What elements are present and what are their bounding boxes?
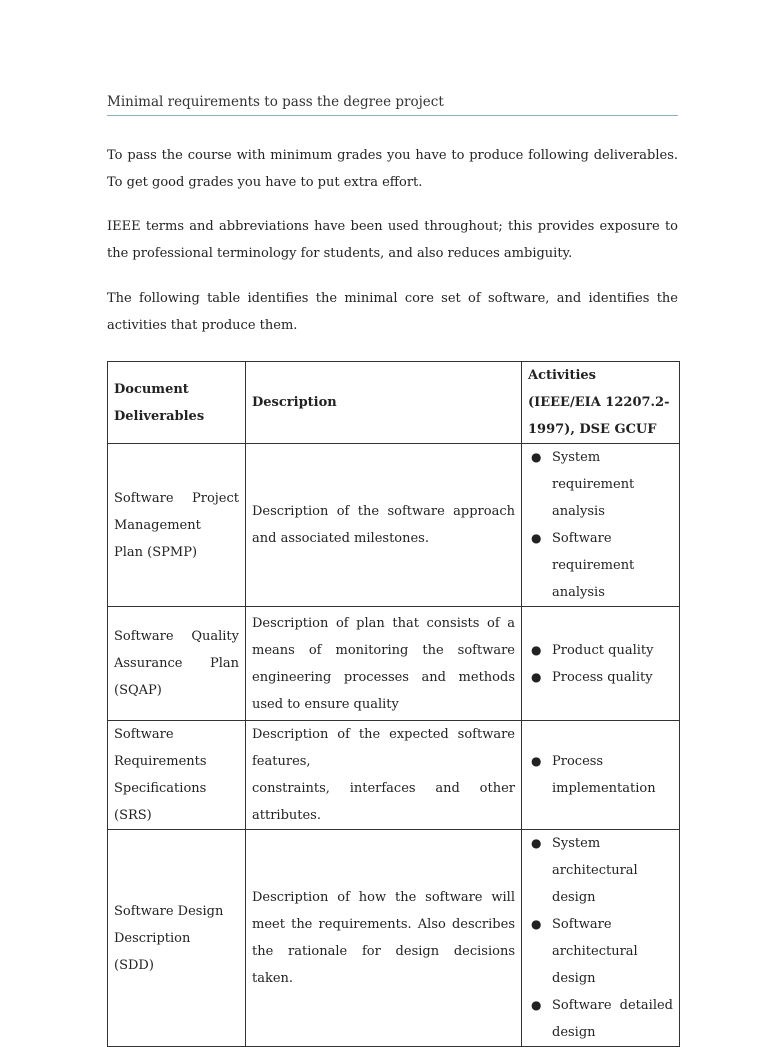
list-item [528, 748, 673, 802]
activities-list [528, 748, 673, 802]
description-cell [246, 607, 522, 721]
table-row [108, 607, 680, 721]
description-cell [246, 830, 522, 1047]
deliverable-name-line: Software [114, 727, 174, 742]
description-cell [246, 721, 522, 830]
bullet-icon: ● [531, 450, 542, 464]
list-item [528, 525, 673, 606]
bullet-icon: ● [531, 669, 542, 684]
activity-text: Process quality [552, 669, 653, 685]
header-activities-line: Activities [528, 368, 596, 383]
table-row [108, 721, 680, 830]
deliverable-name-line: Software Project Management [114, 490, 239, 533]
activities-cell [522, 444, 680, 607]
paragraph-table-intro: The following table identifies the minimal core set of software, and identifies the activities that produce them. [107, 291, 678, 333]
bullet-icon: ● [531, 836, 542, 850]
table-header-row [108, 362, 680, 444]
activity-text: System requirement analysis [552, 450, 635, 519]
activities-cell [522, 721, 680, 830]
deliverable-name-line: Description [114, 930, 191, 946]
header-activities [522, 362, 680, 444]
section-heading: Minimal requirements to pass the degree project [107, 93, 678, 116]
activity-text: System architectural design [552, 836, 638, 905]
description-text: Description of the expected software features, [252, 727, 515, 769]
table-row [108, 444, 680, 607]
description-text: Description of how the software will meet the requirements. Also describes the rationale for design decisions taken. [252, 890, 515, 986]
bullet-icon: ● [531, 642, 542, 657]
header-activities-standard: (IEEE/EIA 12207.2-1997), DSE GCUF [528, 395, 670, 437]
list-item [528, 664, 673, 691]
deliverable-name-line: Software Quality Assurance Plan (SQAP) [114, 629, 239, 698]
activity-text: Software requirement analysis [552, 531, 635, 600]
bullet-icon: ● [531, 531, 542, 545]
activities-list [528, 637, 673, 691]
list-item [528, 992, 673, 1046]
bullet-icon: ● [531, 917, 542, 931]
deliverable-name-line: Plan (SPMP) [114, 544, 198, 560]
deliverables-table [107, 361, 680, 1047]
paragraph-deliverables-intro: To pass the course with minimum grades you have to produce following deliverables. To get good grades you have to put extra effort. [107, 148, 678, 190]
activity-text: Product quality [552, 642, 654, 658]
header-deliverables-line: Deliverables [114, 408, 205, 424]
description-cell [246, 444, 522, 607]
activities-cell [522, 607, 680, 721]
activities-list [528, 444, 673, 606]
deliverable-name-line: Requirements [114, 754, 207, 769]
deliverable-name-line: Specifications [114, 781, 207, 796]
header-description: Description [246, 362, 522, 444]
table-row [108, 830, 680, 1047]
activities-list [528, 830, 673, 1046]
bullet-icon: ● [531, 998, 542, 1012]
deliverable-name-line: (SRS) [114, 808, 152, 823]
description-text: Description of the software approach and associated milestones. [252, 504, 515, 546]
list-item [528, 444, 673, 525]
deliverable-name-cell [108, 721, 246, 830]
activities-cell [522, 830, 680, 1047]
activity-text: Software architectural design [552, 917, 638, 986]
deliverable-name-cell [108, 830, 246, 1047]
list-item [528, 830, 673, 911]
description-text: Description of plan that consists of a means of monitoring the software engineering processes and methods used to ensure quality [252, 615, 515, 712]
description-text: constraints, interfaces and other attributes. [252, 781, 515, 823]
activity-text: Software detailed design [552, 998, 673, 1040]
deliverable-name-cell [108, 607, 246, 721]
list-item [528, 637, 673, 664]
header-document-deliverables [108, 362, 246, 444]
bullet-icon: ● [531, 754, 542, 768]
list-item [528, 911, 673, 992]
paragraph-ieee-terms: IEEE terms and abbreviations have been used throughout; this provides exposure to the professional terminology for students, and also reduces ambiguity. [107, 219, 678, 261]
deliverable-name-line: Software Design [114, 903, 224, 919]
deliverable-name-line: (SDD) [114, 957, 154, 973]
activity-text: Process implementation [552, 754, 656, 796]
header-document-line: Document [114, 381, 189, 397]
deliverable-name-cell [108, 444, 246, 607]
